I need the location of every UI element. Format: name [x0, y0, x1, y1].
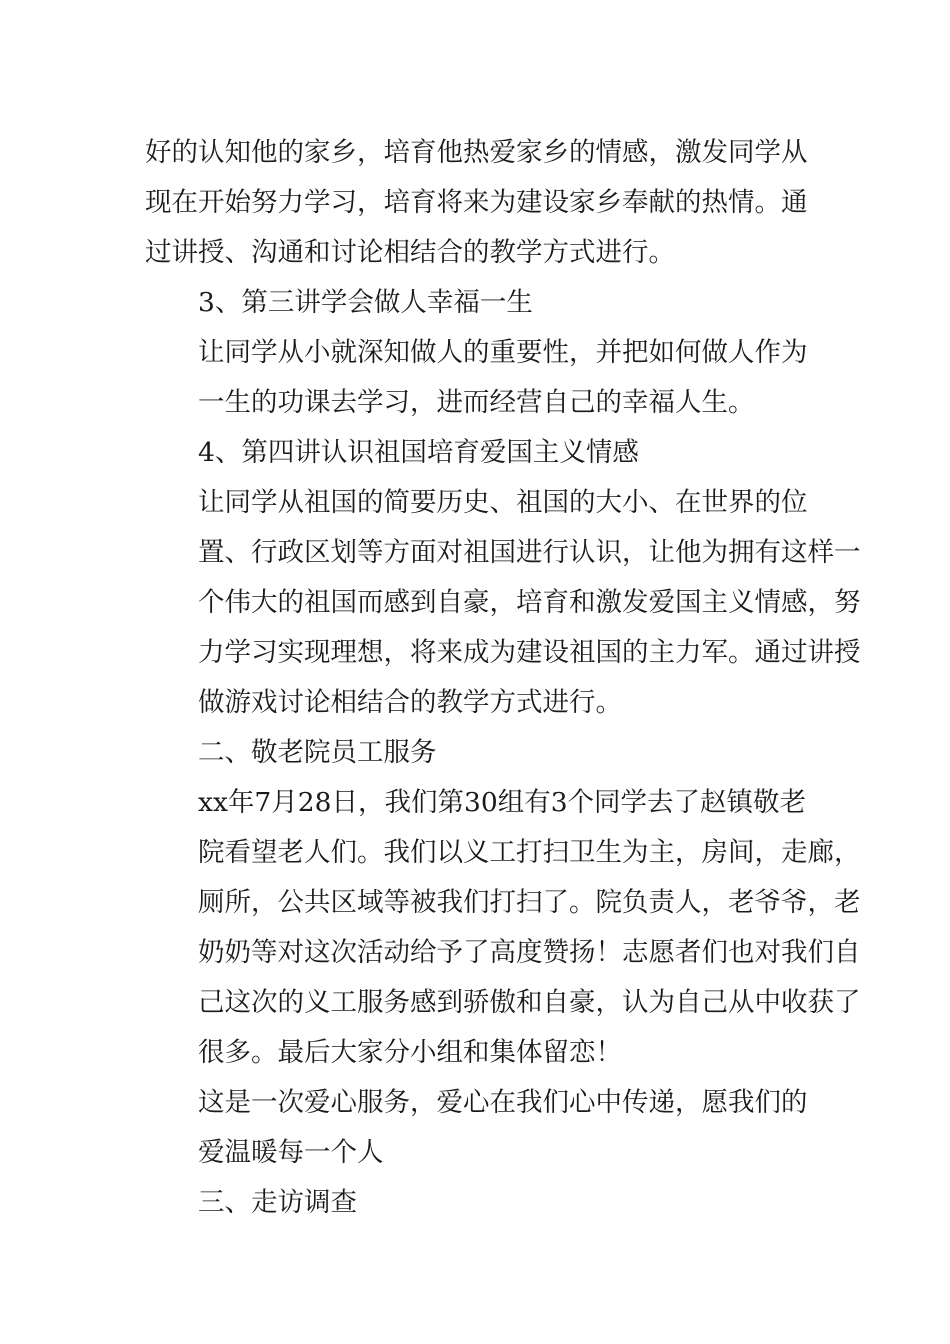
paragraph: [145, 1078, 810, 1178]
paragraph: [145, 278, 810, 328]
text-line: 一生的功课去学习，进而经营自己的幸福人生。: [198, 387, 755, 418]
paragraph: [145, 328, 810, 428]
text-line: 很多。最后大家分小组和集体留恋！: [198, 1037, 622, 1068]
text-line: 奶奶等对这次活动给予了高度赞扬！志愿者们也对我们自: [198, 937, 861, 968]
paragraph: [145, 428, 810, 478]
text-line: 好的认知他的家乡，培育他热爱家乡的情感，激发同学从: [145, 137, 808, 168]
text-line: 个伟大的祖国而感到自豪，培育和激发爱国主义情感，努: [198, 587, 861, 618]
paragraph: [145, 128, 810, 278]
text-line: 力学习实现理想，将来成为建设祖国的主力军。通过讲授: [198, 637, 861, 668]
text-line: 己这次的义工服务感到骄傲和自豪，认为自己从中收获了: [198, 987, 861, 1018]
text-line: 厕所，公共区域等被我们打扫了。院负责人，老爷爷，老: [198, 887, 861, 918]
text-line: 二、敬老院员工服务: [198, 737, 437, 768]
text-line: 4、第四讲认识祖国培育爱国主义情感: [198, 437, 639, 468]
text-line: 过讲授、沟通和讨论相结合的教学方式进行。: [145, 237, 675, 268]
text-line: 爱温暖每一个人: [198, 1137, 384, 1168]
text-line: xx年7月28日，我们第30组有3个同学去了赵镇敬老: [198, 787, 807, 818]
text-line: 让同学从祖国的简要历史、祖国的大小、在世界的位: [198, 487, 808, 518]
paragraph: [145, 1178, 810, 1228]
paragraph: [145, 778, 861, 1078]
paragraph: [145, 728, 810, 778]
text-line: 现在开始努力学习，培育将来为建设家乡奉献的热情。通: [145, 187, 808, 218]
text-line: 3、第三讲学会做人幸福一生: [198, 287, 533, 318]
text-line: 院看望老人们。我们以义工打扫卫生为主，房间，走廊，: [198, 837, 861, 868]
document-body: [145, 128, 861, 1228]
text-line: 做游戏讨论相结合的教学方式进行。: [198, 687, 622, 718]
text-line: 三、走访调查: [198, 1187, 357, 1218]
text-line: 这是一次爱心服务，爱心在我们心中传递，愿我们的: [198, 1087, 808, 1118]
paragraph: [145, 478, 861, 728]
text-line: 置、行政区划等方面对祖国进行认识，让他为拥有这样一: [198, 537, 861, 568]
text-line: 让同学从小就深知做人的重要性，并把如何做人作为: [198, 337, 808, 368]
